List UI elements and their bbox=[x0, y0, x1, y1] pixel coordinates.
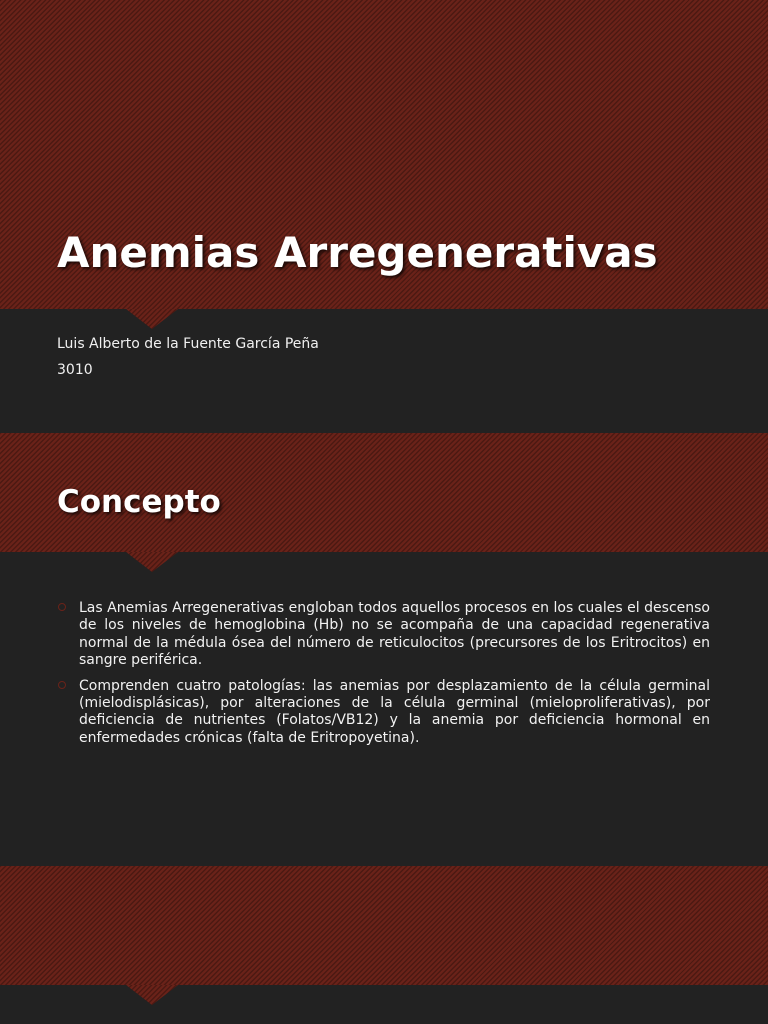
banner-notch bbox=[126, 309, 178, 329]
circle-bullet-icon bbox=[58, 603, 66, 611]
list-item bbox=[57, 678, 710, 748]
author-name: Luis Alberto de la Fuente García Peña bbox=[57, 336, 319, 352]
list-item bbox=[57, 600, 710, 670]
author-code: 3010 bbox=[57, 362, 93, 378]
circle-bullet-icon bbox=[58, 681, 66, 689]
subtitle-block bbox=[57, 331, 319, 383]
next-banner bbox=[0, 866, 768, 985]
next-slide bbox=[0, 866, 768, 1024]
banner-notch bbox=[126, 985, 178, 1005]
title-slide bbox=[0, 0, 768, 433]
slide-title: Anemias Arregenerativas bbox=[57, 228, 658, 277]
bullet-text: Las Anemias Arregenerativas engloban todos aquellos procesos en los cuales el descenso de los niveles de hemoglobina (Hb) no se acompaña de una capacidad regenerativa normal de la médula ósea del número de reticulocitos (precursores de los Eritrocitos) en sangre periférica. bbox=[79, 600, 710, 669]
banner-notch bbox=[126, 552, 178, 572]
concept-bullet-list bbox=[57, 600, 710, 755]
concept-heading: Concepto bbox=[57, 484, 221, 520]
bullet-text: Comprenden cuatro patologías: las anemias por desplazamiento de la célula germinal (mielodisplásicas), por alteraciones de la célula germinal (mieloproliferativas), por deficiencia de nutrientes (Folatos/VB12) y la anemia por deficiencia hormonal en enfermedades crónicas (falta de Eritropoyetina). bbox=[79, 677, 710, 746]
